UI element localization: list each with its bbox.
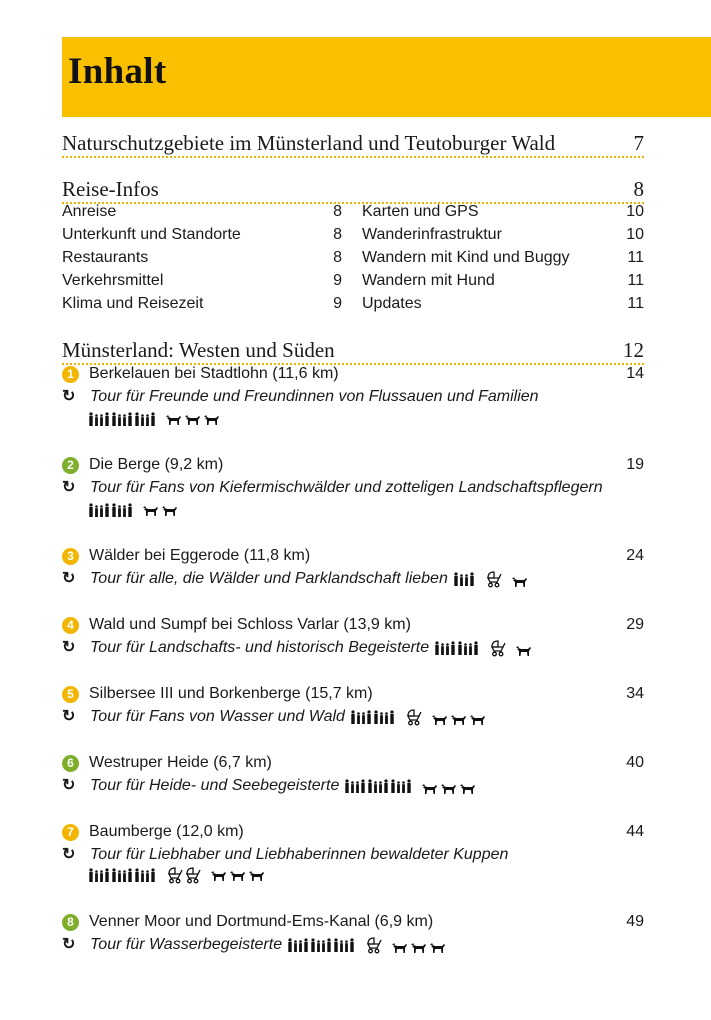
tour-entry[interactable] <box>62 454 644 476</box>
tour-symbols-row <box>88 501 181 519</box>
toc-entry[interactable] <box>362 270 644 292</box>
tour-description-row <box>62 637 644 659</box>
toc-entry[interactable] <box>62 270 342 292</box>
family-icon <box>453 572 475 586</box>
toc-entry-label: Wandern mit Kind und Buggy <box>362 249 570 266</box>
dog-icon <box>432 711 448 723</box>
tour-number-badge: 5 <box>62 686 79 703</box>
family-icon <box>434 641 456 655</box>
toc-entry-label: Wandern mit Hund <box>362 272 495 289</box>
toc-entry-label: Wanderinfrastruktur <box>362 226 502 243</box>
tour-page: 14 <box>626 365 644 382</box>
buggy-icon <box>365 936 382 954</box>
family-icon <box>88 868 110 882</box>
family-icon <box>344 779 366 793</box>
buggy-icon <box>489 639 506 657</box>
loop-arrow-icon: ↻ <box>62 846 76 863</box>
section-page: 8 <box>633 177 644 201</box>
tour-entry[interactable] <box>62 363 644 385</box>
tour-description: Tour für Fans von Wasser und Wald <box>90 708 345 725</box>
tour-symbols <box>453 570 531 588</box>
section-page: 12 <box>623 338 644 362</box>
tour-description: Tour für Freunde und Freundinnen von Flussauen und Familien <box>90 388 539 405</box>
tour-symbols <box>88 866 268 884</box>
family-icon <box>310 938 332 952</box>
section-label: Naturschutzgebiete im Münsterland und Teutoburger Wald <box>62 131 556 155</box>
tour-entry[interactable] <box>62 683 644 705</box>
tour-title: Baumberge (12,0 km) <box>89 823 244 840</box>
tour-description-row <box>62 386 644 408</box>
loop-arrow-icon: ↻ <box>62 936 76 953</box>
dog-icon <box>451 711 467 723</box>
tour-number-badge: 1 <box>62 366 79 383</box>
tour-number-badge: 7 <box>62 824 79 841</box>
tour-page: 34 <box>626 685 644 702</box>
tour-description: Tour für alle, die Wälder und Parklandschaft lieben <box>90 570 448 587</box>
tour-description-row <box>62 934 644 956</box>
toc-entry[interactable] <box>362 201 644 223</box>
family-icon <box>350 710 372 724</box>
loop-arrow-icon: ↻ <box>62 479 76 496</box>
loop-arrow-icon: ↻ <box>62 708 76 725</box>
buggy-icon <box>405 708 422 726</box>
dog-icon <box>430 939 446 951</box>
dog-icon <box>516 642 532 654</box>
tour-description: Tour für Liebhaber und Liebhaberinnen bewaldeter Kuppen <box>90 846 509 863</box>
tour-page: 40 <box>626 754 644 771</box>
tour-symbols-row <box>88 866 268 884</box>
title-banner <box>62 37 711 117</box>
dog-icon <box>211 869 227 881</box>
dog-icon <box>204 413 220 425</box>
family-icon <box>457 641 479 655</box>
toc-entry-label: Klima und Reisezeit <box>62 295 204 312</box>
toc-entry-page: 8 <box>333 203 342 220</box>
toc-entry[interactable] <box>62 224 342 246</box>
buggy-icon <box>166 866 183 884</box>
tour-title: Silbersee III und Borkenberge (15,7 km) <box>89 685 373 702</box>
family-icon <box>111 868 133 882</box>
tour-description-row <box>62 706 644 728</box>
toc-entry[interactable] <box>362 293 644 315</box>
tour-entry[interactable] <box>62 821 644 843</box>
family-icon <box>367 779 389 793</box>
section-page: 7 <box>633 131 644 155</box>
tour-title: Berkelauen bei Stadtlohn (11,6 km) <box>89 365 339 382</box>
dog-icon <box>185 413 201 425</box>
toc-entry-label: Verkehrsmittel <box>62 272 164 289</box>
tour-description: Tour für Wasserbegeisterte <box>90 936 283 953</box>
section-naturschutz[interactable] <box>62 131 644 158</box>
toc-entry-page: 8 <box>333 226 342 243</box>
tour-title: Wälder bei Eggerode (11,8 km) <box>89 547 311 564</box>
tour-number-badge: 2 <box>62 457 79 474</box>
tour-description-row <box>62 775 644 797</box>
tour-entry[interactable] <box>62 911 644 933</box>
toc-entry[interactable] <box>362 224 644 246</box>
tour-page: 29 <box>626 616 644 633</box>
toc-entry-page: 11 <box>627 295 644 312</box>
tour-title: Wald und Sumpf bei Schloss Varlar (13,9 km) <box>89 616 411 633</box>
section-label: Reise-Infos <box>62 177 159 201</box>
dog-icon <box>230 869 246 881</box>
dog-icon <box>166 413 182 425</box>
family-icon <box>111 412 133 426</box>
loop-arrow-icon: ↻ <box>62 388 76 405</box>
tour-title: Venner Moor und Dortmund-Ems-Kanal (6,9 km) <box>89 913 434 930</box>
section-label: Münsterland: Westen und Süden <box>62 338 335 362</box>
toc-entry-page: 10 <box>626 203 644 220</box>
tour-description-row <box>62 844 644 866</box>
tour-number-badge: 8 <box>62 914 79 931</box>
tour-page: 49 <box>626 913 644 930</box>
toc-entry-page: 11 <box>627 272 644 289</box>
loop-arrow-icon: ↻ <box>62 570 76 587</box>
tour-page: 24 <box>626 547 644 564</box>
dog-icon <box>460 780 476 792</box>
tour-symbols <box>88 503 181 517</box>
family-icon <box>333 938 355 952</box>
tour-entry[interactable] <box>62 752 644 774</box>
section-reiseinfos[interactable] <box>62 177 644 204</box>
dog-icon <box>441 780 457 792</box>
loop-arrow-icon: ↻ <box>62 777 76 794</box>
family-icon <box>390 779 412 793</box>
tour-symbols <box>434 639 535 657</box>
toc-entry-label: Karten und GPS <box>362 203 479 220</box>
dog-icon <box>512 573 528 585</box>
toc-entry-label: Restaurants <box>62 249 149 266</box>
tour-page: 44 <box>626 823 644 840</box>
toc-entry[interactable] <box>62 201 342 223</box>
tour-title: Westruper Heide (6,7 km) <box>89 754 272 771</box>
toc-entry[interactable] <box>62 293 342 315</box>
page-title: Inhalt <box>68 51 167 92</box>
family-icon <box>287 938 309 952</box>
dog-icon <box>470 711 486 723</box>
toc-entry-page: 10 <box>626 226 644 243</box>
family-icon <box>134 868 156 882</box>
tour-symbols <box>344 779 479 793</box>
buggy-icon <box>485 570 502 588</box>
family-icon <box>111 503 133 517</box>
toc-entry-page: 8 <box>333 249 342 266</box>
section-muensterland[interactable] <box>62 338 644 365</box>
toc-entry-label: Unterkunft und Standorte <box>62 226 241 243</box>
tour-description: Tour für Heide- und Seebegeisterte <box>90 777 340 794</box>
tour-symbols <box>287 936 449 954</box>
toc-entry-label: Updates <box>362 295 422 312</box>
dog-icon <box>143 504 159 516</box>
dog-icon <box>411 939 427 951</box>
tour-number-badge: 3 <box>62 548 79 565</box>
family-icon <box>134 412 156 426</box>
tour-symbols <box>88 412 223 426</box>
tour-title: Die Berge (9,2 km) <box>89 456 224 473</box>
toc-entry-label: Anreise <box>62 203 117 220</box>
family-icon <box>88 412 110 426</box>
dog-icon <box>249 869 265 881</box>
toc-entry-page: 11 <box>627 249 644 266</box>
tour-number-badge: 4 <box>62 617 79 634</box>
tour-description-row <box>62 477 644 499</box>
dog-icon <box>162 504 178 516</box>
tour-page: 19 <box>626 456 644 473</box>
toc-entry-page: 9 <box>333 295 342 312</box>
dog-icon <box>392 939 408 951</box>
tour-entry[interactable] <box>62 545 644 567</box>
loop-arrow-icon: ↻ <box>62 639 76 656</box>
tour-description: Tour für Landschafts- und historisch Begeisterte <box>90 639 430 656</box>
dog-icon <box>422 780 438 792</box>
tour-symbols <box>350 708 489 726</box>
tour-description: Tour für Fans von Kiefermischwälder und zotteligen Landschaftspflegern <box>90 479 603 496</box>
tour-number-badge: 6 <box>62 755 79 772</box>
tour-description-row <box>62 568 644 590</box>
family-icon <box>373 710 395 724</box>
toc-entry-page: 9 <box>333 272 342 289</box>
toc-entry[interactable] <box>362 247 644 269</box>
family-icon <box>88 503 110 517</box>
buggy-icon <box>184 866 201 884</box>
toc-entry[interactable] <box>62 247 342 269</box>
tour-symbols-row <box>88 410 223 428</box>
tour-entry[interactable] <box>62 614 644 636</box>
